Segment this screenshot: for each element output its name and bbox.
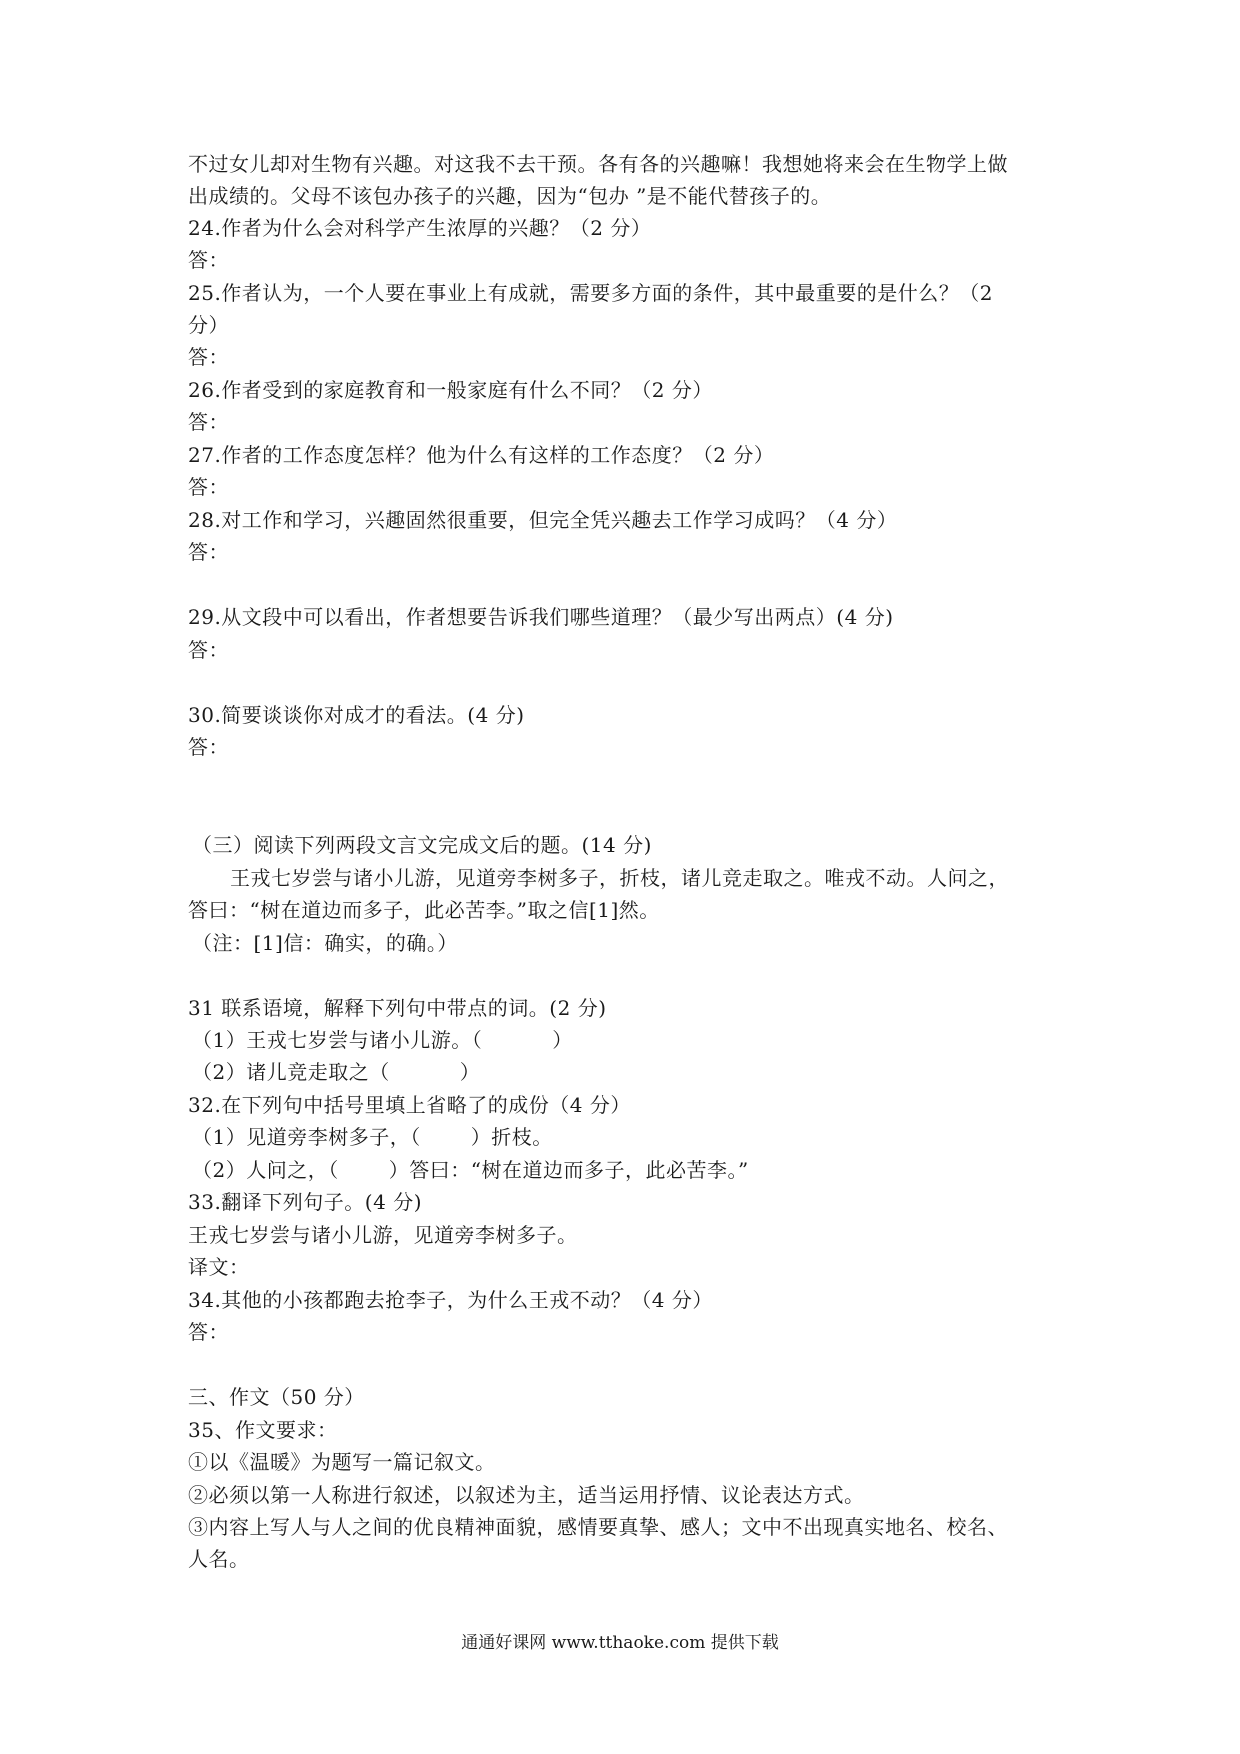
annotation-note: （注：[1]信：确实，的确。） — [192, 931, 458, 955]
answer-label: 答： — [188, 475, 229, 499]
question-32-item-1 — [192, 1125, 553, 1149]
translation-label: 译文： — [188, 1255, 250, 1279]
answer-label: 答： — [188, 540, 229, 564]
question-31-item-1 — [192, 1028, 573, 1052]
question-35: 35、作文要求： — [188, 1418, 338, 1442]
answer-label: 答： — [188, 735, 229, 759]
question-30: 30.简要谈谈你对成才的看法。(4 分) — [188, 703, 525, 727]
answer-label: 答： — [188, 638, 229, 662]
question-31: 31 联系语境，解释下列句中带点的词。(2 分) — [188, 996, 607, 1020]
question-32-item-2 — [192, 1158, 749, 1182]
composition-heading: 三、作文（50 分） — [188, 1385, 365, 1409]
requirement-1: ①以《温暖》为题写一篇记叙文。 — [188, 1450, 496, 1474]
requirement-3: ③内容上写人与人之间的优良精神面貌，感情要真挚、感人；文中不出现真实地名、校名、 — [188, 1515, 1008, 1539]
question-32-item-1-end: ）折枝。 — [470, 1125, 553, 1149]
question-31-item-2-text: （2）诸儿竞走取之（ — [192, 1060, 390, 1084]
question-31-item-1-close: ） — [552, 1028, 573, 1052]
question-31-item-2 — [192, 1060, 480, 1084]
requirement-3-cont: 人名。 — [188, 1547, 250, 1571]
classical-text-line: 答曰：“树在道边而多子，此必苦李。”取之信[1]然。 — [188, 898, 660, 922]
answer-label: 答： — [188, 248, 229, 272]
passage-line: 不过女儿却对生物有兴趣。对这我不去干预。各有各的兴趣嘛！我想她将来会在生物学上做 — [188, 152, 1008, 176]
question-32-item-2-end: ）答曰：“树在道边而多子，此必苦李。” — [388, 1158, 749, 1182]
question-32: 32.在下列句中括号里填上省略了的成份（4 分） — [188, 1093, 631, 1117]
answer-label: 答： — [188, 410, 229, 434]
question-31-item-1-text: （1）王戎七岁尝与诸小儿游。（ — [192, 1028, 483, 1052]
question-26: 26.作者受到的家庭教育和一般家庭有什么不同？（2 分） — [188, 378, 713, 402]
question-25-cont: 分） — [188, 313, 229, 337]
question-25: 25.作者认为，一个人要在事业上有成就，需要多方面的条件，其中最重要的是什么？（2 — [188, 281, 994, 305]
question-34: 34.其他的小孩都跑去抢李子，为什么王戎不动？（4 分） — [188, 1288, 713, 1312]
classical-text-line: 王戎七岁尝与诸小儿游，见道旁李树多子，折枝，诸儿竞走取之。唯戎不动。人问之， — [230, 866, 1009, 890]
question-33-sentence: 王戎七岁尝与诸小儿游，见道旁李树多子。 — [188, 1223, 578, 1247]
passage-line: 出成绩的。父母不该包办孩子的兴趣，因为“包办 ”是不能代替孩子的。 — [188, 184, 832, 208]
question-27: 27.作者的工作态度怎样？他为什么有这样的工作态度？（2 分） — [188, 443, 775, 467]
answer-label: 答： — [188, 1320, 229, 1344]
section-3-heading: （三）阅读下列两段文言文完成文后的题。(14 分) — [192, 833, 652, 857]
question-32-item-2-text: （2）人问之，（ — [192, 1158, 339, 1182]
answer-label: 答： — [188, 345, 229, 369]
requirement-2: ②必须以第一人称进行叙述，以叙述为主，适当运用抒情、议论表达方式。 — [188, 1483, 865, 1507]
question-33: 33.翻译下列句子。(4 分) — [188, 1190, 422, 1214]
page-footer: 通通好课网 www.tthaoke.com 提供下载 — [461, 1633, 779, 1653]
question-31-item-2-close: ） — [459, 1060, 481, 1084]
question-28: 28.对工作和学习，兴趣固然很重要，但完全凭兴趣去工作学习成吗？（4 分） — [188, 508, 898, 532]
question-32-item-1-text: （1）见道旁李树多子，（ — [192, 1125, 421, 1149]
question-29: 29.从文段中可以看出，作者想要告诉我们哪些道理？（最少写出两点）(4 分) — [188, 605, 894, 629]
question-24: 24.作者为什么会对科学产生浓厚的兴趣？（2 分） — [188, 216, 652, 240]
